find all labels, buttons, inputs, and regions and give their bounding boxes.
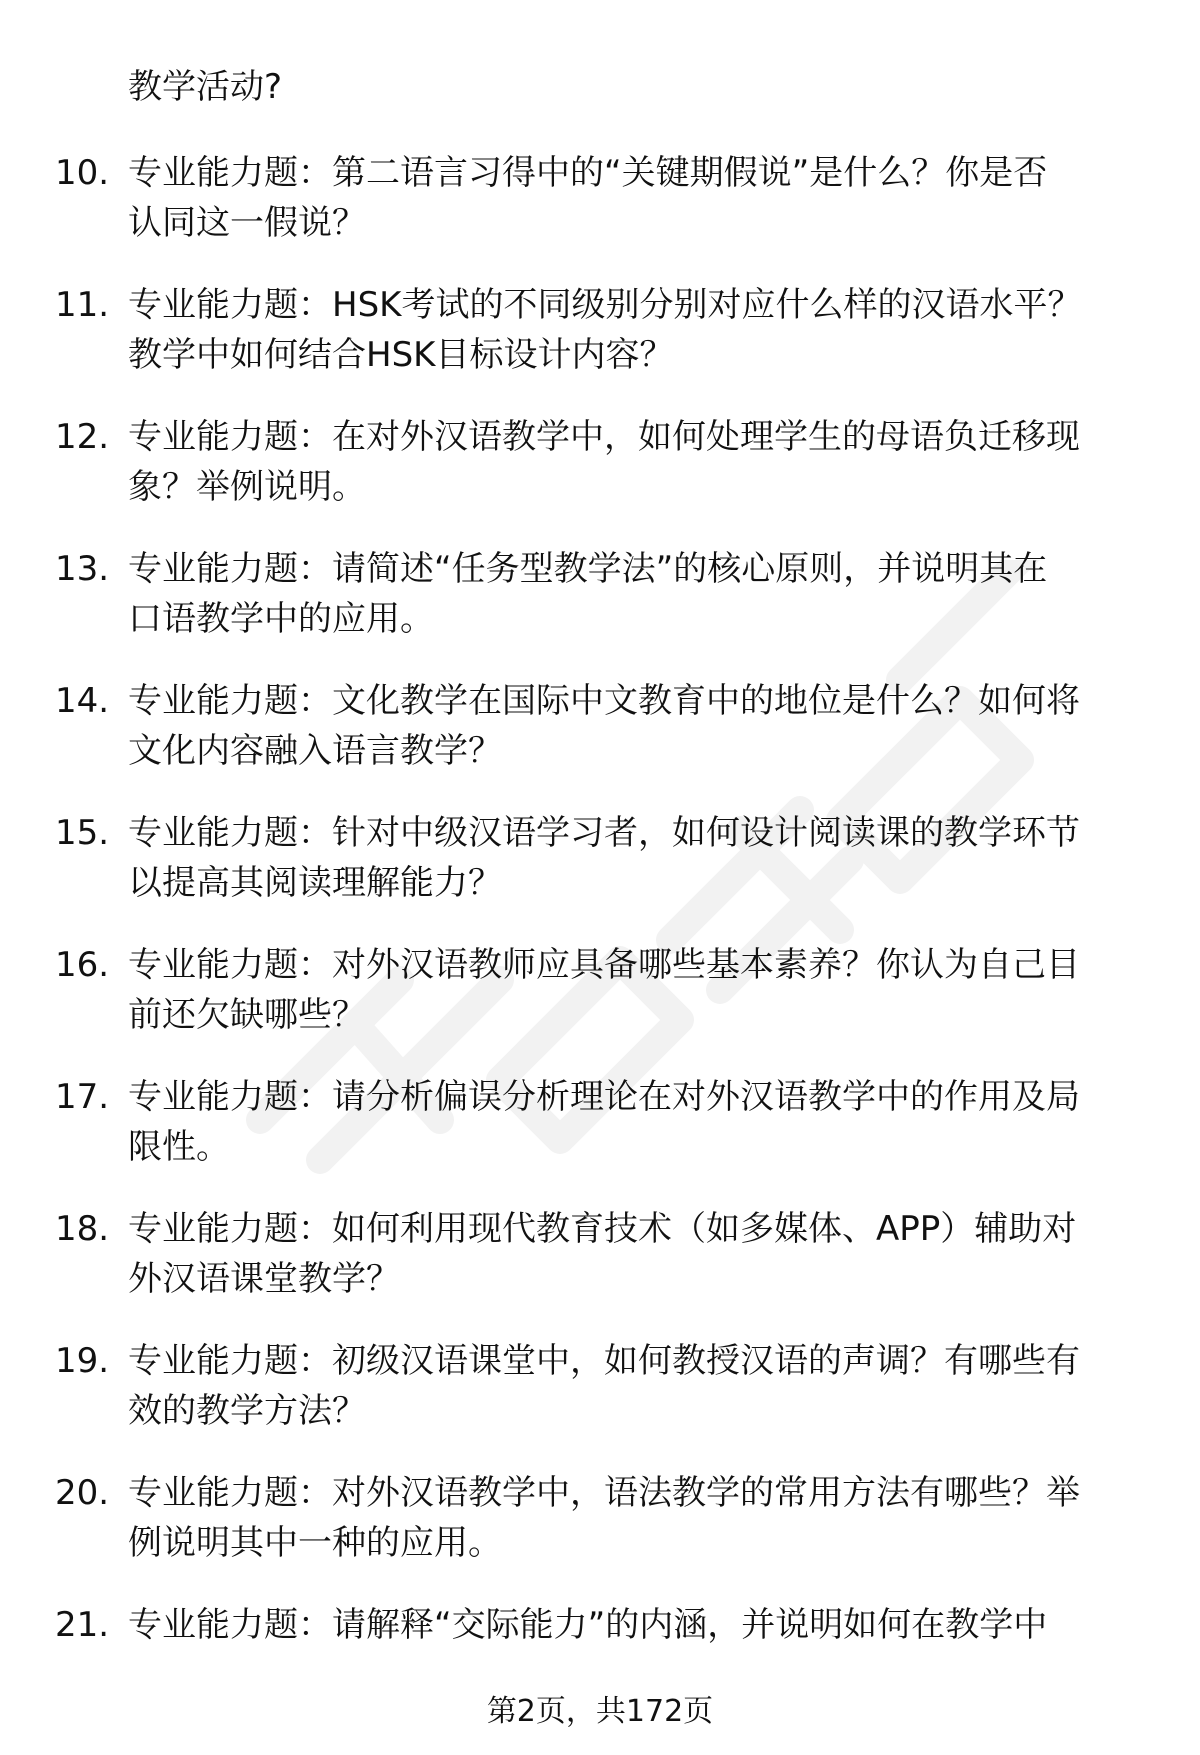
question-item [0,1072,1200,1204]
question-text [128,280,1138,380]
question-item [0,148,1200,280]
question-number: 16. [55,945,110,985]
question-line: 专业能力题：第二语言习得中的“关键期假说”是什么？你是否 [128,153,1048,193]
question-number: 17. [55,1077,110,1117]
question-line: 专业能力题：对外汉语教学中，语法教学的常用方法有哪些？举 [128,1473,1080,1513]
question-line: 专业能力题：如何利用现代教育技术（如多媒体、APP）辅助对 [128,1209,1077,1249]
question-line: 专业能力题：对外汉语教师应具备哪些基本素养？你认为自己目 [128,945,1080,985]
question-item [0,280,1200,412]
question-number: 11. [55,285,110,325]
question-number: 13. [55,549,110,589]
question-item [0,1468,1200,1600]
question-text [128,1204,1138,1304]
page-footer: 第2页，共172页 [486,1694,714,1729]
question-line: 专业能力题：HSK考试的不同级别分别对应什么样的汉语水平？ [128,285,1082,325]
question-text [128,1336,1138,1436]
question-item [0,1204,1200,1336]
question-number: 21. [55,1605,110,1645]
question-item [0,544,1200,676]
question-line: 外汉语课堂教学？ [128,1259,400,1299]
question-item [0,808,1200,940]
question-line: 专业能力题：请分析偏误分析理论在对外汉语教学中的作用及局 [128,1077,1080,1117]
question-line: 效的教学方法？ [128,1391,366,1431]
question-line: 前还欠缺哪些？ [128,995,366,1035]
question-text [128,544,1138,644]
question-number: 10. [55,153,110,193]
question-line: 口语教学中的应用。 [128,599,434,639]
question-text [128,808,1138,908]
question-number: 19. [55,1341,110,1381]
question-line: 专业能力题：文化教学在国际中文教育中的地位是什么？如何将 [128,681,1080,721]
question-number: 14. [55,681,110,721]
question-item [0,676,1200,808]
question-line: 专业能力题：请简述“任务型教学法”的核心原则，并说明其在 [128,549,1048,589]
question-line: 文化内容融入语言教学？ [128,731,502,771]
question-number: 18. [55,1209,110,1249]
question-text [128,676,1138,776]
question-line: 专业能力题：在对外汉语教学中，如何处理学生的母语负迁移现 [128,417,1080,457]
question-line: 专业能力题：初级汉语课堂中，如何教授汉语的声调？有哪些有 [128,1341,1080,1381]
question-item [0,412,1200,544]
question-number: 12. [55,417,110,457]
question-line: 以提高其阅读理解能力？ [128,863,502,903]
question-list [0,148,1200,1732]
question-text [128,940,1138,1040]
question-line: 专业能力题：针对中级汉语学习者，如何设计阅读课的教学环节 [128,813,1080,853]
continuation-text: 教学活动? [128,67,283,107]
question-line: 教学中如何结合HSK目标设计内容？ [128,335,674,375]
question-line: 专业能力题：请解释“交际能力”的内涵，并说明如何在教学中 [128,1605,1048,1645]
question-text [128,1600,1138,1650]
question-number: 20. [55,1473,110,1513]
question-number: 15. [55,813,110,853]
question-line: 例说明其中一种的应用。 [128,1523,502,1563]
question-item [0,940,1200,1072]
question-text [128,1468,1138,1568]
question-text [128,148,1138,248]
question-line: 限性。 [128,1127,230,1167]
question-line: 认同这一假说？ [128,203,366,243]
question-text [128,1072,1138,1172]
question-text [128,412,1138,512]
question-line: 象？举例说明。 [128,467,366,507]
question-item [0,1336,1200,1468]
